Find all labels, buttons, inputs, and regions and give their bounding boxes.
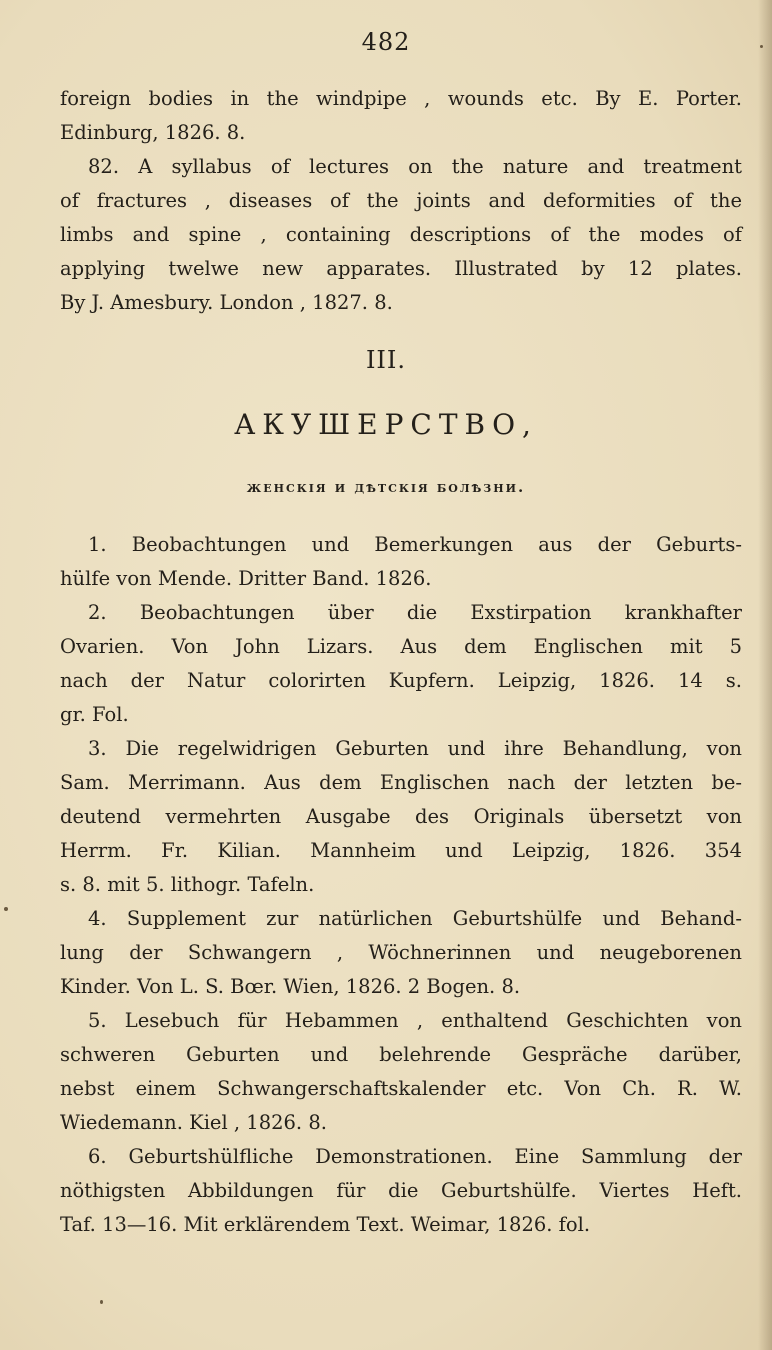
paper-speck	[100, 1300, 103, 1304]
section-number: III.	[365, 346, 407, 374]
paper-speck	[4, 907, 8, 911]
top-text-block	[60, 82, 742, 320]
text-line: applying twelwe new apparates. Illustrated by 12 plates.	[60, 257, 742, 280]
text-line: Sam. Merrimann. Aus dem Englischen nach der letzten be-	[60, 771, 742, 794]
text-line: Edinburg, 1826. 8.	[60, 121, 246, 144]
text-line: Taf. 13—16. Mit erklärendem Text. Weimar, 1826. fol.	[60, 1213, 591, 1236]
text-line: foreign bodies in the windpipe , wounds etc. By E. Porter.	[60, 87, 742, 110]
paper-speck	[760, 45, 763, 48]
entry-line: 1. Beobachtungen und Bemerkungen aus der Geburts-	[88, 533, 742, 556]
text-line: Ovarien. Von John Lizars. Aus dem Englischen mit 5	[60, 635, 742, 658]
section-title: АКУШЕРСТВО,	[234, 408, 538, 441]
text-line: Herrm. Fr. Kilian. Mannheim und Leipzig, 1826. 354	[60, 839, 742, 862]
text-line: nach der Natur colorirten Kupfern. Leipzig, 1826. 14 s.	[60, 669, 742, 692]
text-line: Kinder. Von L. S. Bœr. Wien, 1826. 2 Bogen. 8.	[60, 975, 521, 998]
page-edge-shadow	[758, 0, 772, 1350]
entry-line: 82. A syllabus of lectures on the nature and treatment	[88, 155, 742, 178]
text-line: s. 8. mit 5. lithogr. Tafeln.	[60, 873, 315, 896]
entry-line: 4. Supplement zur natürlichen Geburtshülfe und Behand-	[88, 907, 742, 930]
text-line: deutend vermehrten Ausgabe des Originals übersetzt von	[60, 805, 742, 828]
entry-line: 2. Beobachtungen über die Exstirpation krankhafter	[88, 601, 742, 624]
entries-text-block	[60, 528, 742, 1242]
text-line: lung der Schwangern , Wöchnerinnen und neugeborenen	[60, 941, 742, 964]
text-line: schweren Geburten und belehrende Gespräche darüber,	[60, 1043, 742, 1066]
text-line: nebst einem Schwangerschaftskalender etc. Von Ch. R. W.	[60, 1077, 742, 1100]
entry-line: 6. Geburtshülfliche Demonstrationen. Eine Sammlung der	[88, 1145, 742, 1168]
entry-line: 3. Die regelwidrigen Geburten und ihre Behandlung, von	[88, 737, 742, 760]
text-line: of fractures , diseases of the joints and deformities of the	[60, 189, 742, 212]
text-line: hülfe von Mende. Dritter Band. 1826.	[60, 567, 432, 590]
page-number: 482	[361, 28, 411, 56]
text-line: limbs and spine , containing descriptions of the modes of	[60, 223, 742, 246]
text-line: nöthigsten Abbildungen für die Geburtshülfe. Viertes Heft.	[60, 1179, 742, 1202]
text-line: Wiedemann. Kiel , 1826. 8.	[60, 1111, 327, 1134]
entry-line: 5. Lesebuch für Hebammen , enthaltend Geschichten von	[88, 1009, 742, 1032]
text-line: By J. Amesbury. London , 1827. 8.	[60, 291, 393, 314]
section-subtitle: женскія и дѣтскія болѣзни.	[246, 478, 526, 496]
text-line: gr. Fol.	[60, 703, 129, 726]
